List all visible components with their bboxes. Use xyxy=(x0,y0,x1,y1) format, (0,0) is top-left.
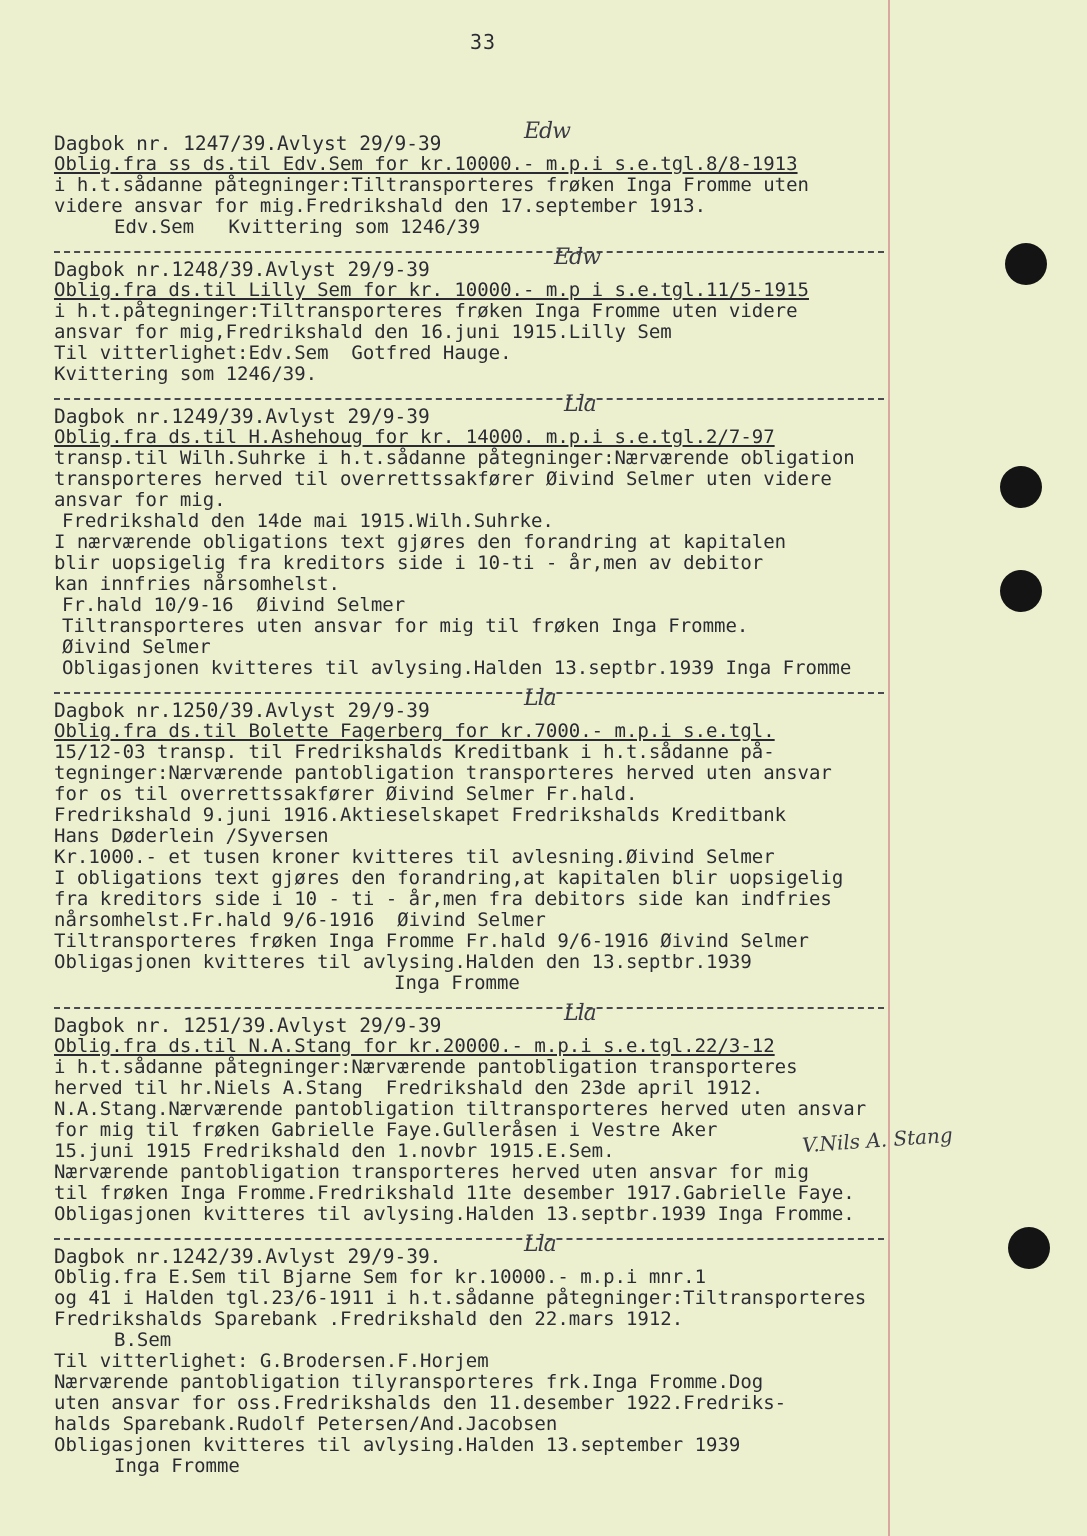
entry-line: Oblig.fra ds.til N.A.Stang for kr.20000.- m.p.i s.e.tgl.22/3-12 xyxy=(54,1035,775,1057)
entry-line: Obligasjonen kvitteres til avlysing.Halden 13.septbr.1939 Inga Fromme. xyxy=(54,1203,855,1225)
entry-line: I nærværende obligations text gjøres den forandring at kapitalen xyxy=(54,531,787,553)
entry-line: videre ansvar for mig.Fredrikshald den 17.september 1913. xyxy=(54,195,707,217)
punch-hole-4 xyxy=(1008,1227,1050,1269)
entry-line: kan innfries nårsomhelst. xyxy=(54,573,340,595)
entry-heading: Dagbok nr.1249/39.Avlyst 29/9-39 xyxy=(54,405,430,428)
entry-line: Oblig.fra ss ds.til Edv.Sem for kr.10000.- m.p.i s.e.tgl.8/8-1913 xyxy=(54,153,798,175)
entry-line: Nærværende pantobligation transporteres herved uten ansvar for mig xyxy=(54,1161,809,1183)
entry-line: ansvar for mig. xyxy=(54,489,226,511)
entry-line: I obligations text gjøres den forandring,at kapitalen blir uopsigelig xyxy=(54,867,844,889)
entry-line: B.Sem xyxy=(114,1329,172,1351)
clerk-initials: Lla xyxy=(524,686,556,711)
entry-line: Tiltransporteres frøken Inga Fromme Fr.hald 9/6-1916 Øivind Selmer xyxy=(54,930,809,952)
entry-line: herved til hr.Niels A.Stang Fredrikshald den 23de april 1912. xyxy=(54,1077,764,1099)
entry-line: i h.t.sådanne påtegninger:Tiltransporteres frøken Inga Fromme uten xyxy=(54,174,809,196)
entry-line: transp.til Wilh.Suhrke i h.t.sådanne påtegninger:Nærværende obligation xyxy=(54,447,855,469)
entry-line: Til vitterlighet:Edv.Sem Gotfred Hauge. xyxy=(54,342,512,364)
entry-line: Inga Fromme xyxy=(394,972,520,994)
entry-line: Oblig.fra E.Sem til Bjarne Sem for kr.10000.- m.p.i mnr.1 xyxy=(54,1266,707,1288)
entry-line: 15.juni 1915 Fredrikshald den 1.novbr 1915.E.Sem. xyxy=(54,1140,615,1162)
entry-line: ansvar for mig,Fredrikshald den 16.juni 1915.Lilly Sem xyxy=(54,321,672,343)
entry-heading: Dagbok nr.1242/39.Avlyst 29/9-39. xyxy=(54,1245,442,1268)
entry-line: Obligasjonen kvitteres til avlysing.Halden 13.septbr.1939 Inga Fromme xyxy=(62,657,852,679)
entry-line: Kr.1000.- et tusen kroner kvitteres til avlesning.Øivind Selmer xyxy=(54,846,775,868)
entry-line: halds Sparebank.Rudolf Petersen/And.Jacobsen xyxy=(54,1413,558,1435)
entry-line: nårsomhelst.Fr.hald 9/6-1916 Øivind Selmer xyxy=(54,909,546,931)
margin-signature: V.Nils A. Stang xyxy=(801,1122,954,1158)
entry-heading: Dagbok nr. 1251/39.Avlyst 29/9-39 xyxy=(54,1014,442,1037)
clerk-initials: Lla xyxy=(564,1001,596,1026)
entry-heading: Dagbok nr.1250/39.Avlyst 29/9-39 xyxy=(54,699,430,722)
entry-heading: Dagbok nr. 1247/39.Avlyst 29/9-39 xyxy=(54,132,442,155)
page-number: 33 xyxy=(470,30,497,54)
entry-line: i h.t.sådanne påtegninger:Nærværende pantobligation transporteres xyxy=(54,1056,798,1078)
entry-line: Obligasjonen kvitteres til avlysing.Halden den 13.septbr.1939 xyxy=(54,951,752,973)
entry-line: Tiltransporteres uten ansvar for mig til frøken Inga Fromme. xyxy=(62,615,749,637)
register-entry xyxy=(54,1001,974,1225)
register-entries xyxy=(54,119,974,1477)
punch-hole-2 xyxy=(1000,466,1042,508)
register-entry xyxy=(54,1232,974,1477)
register-entry xyxy=(54,119,974,238)
clerk-initials: Lla xyxy=(524,1232,556,1257)
entry-line: Fr.hald 10/9-16 Øivind Selmer xyxy=(62,594,406,616)
entry-line: og 41 i Halden tgl.23/6-1911 i h.t.sådanne påtegninger:Tiltransporteres xyxy=(54,1287,867,1309)
entry-line: 15/12-03 transp. til Fredrikshalds Kreditbank i h.t.sådanne på- xyxy=(54,741,775,763)
entry-separator xyxy=(54,682,884,694)
entry-line: transporteres herved til overrettssakfører Øivind Selmer uten videre xyxy=(54,468,832,490)
entry-line: Fredrikshalds Sparebank .Fredrikshald den 22.mars 1912. xyxy=(54,1308,684,1330)
punch-hole-1 xyxy=(1005,243,1047,285)
entry-separator xyxy=(54,997,884,1009)
entry-line: Kvittering som 1246/39. xyxy=(54,363,318,385)
entry-line: for os til overrettssakfører Øivind Selmer Fr.hald. xyxy=(54,783,638,805)
entry-line: i h.t.påtegninger:Tiltransporteres frøken Inga Fromme uten videre xyxy=(54,300,798,322)
entry-line: Øivind Selmer xyxy=(62,636,211,658)
entry-line: Til vitterlighet: G.Brodersen.F.Horjem xyxy=(54,1350,489,1372)
entry-line: Oblig.fra ds.til Bolette Fagerberg for kr.7000.- m.p.i s.e.tgl. xyxy=(54,720,775,742)
entry-separator xyxy=(54,1228,884,1240)
entry-heading: Dagbok nr.1248/39.Avlyst 29/9-39 xyxy=(54,258,430,281)
entry-line: til frøken Inga Fromme.Fredrikshald 11te desember 1917.Gabrielle Faye. xyxy=(54,1182,855,1204)
entry-line: Fredrikshald den 14de mai 1915.Wilh.Suhrke. xyxy=(62,510,554,532)
entry-line: Obligasjonen kvitteres til avlysing.Halden 13.september 1939 xyxy=(54,1434,741,1456)
entry-line: Oblig.fra ds.til Lilly Sem for kr. 10000.- m.p i s.e.tgl.11/5-1915 xyxy=(54,279,809,301)
entry-line: Nærværende pantobligation tilyransporteres frk.Inga Fromme.Dog xyxy=(54,1371,764,1393)
register-entry xyxy=(54,686,974,994)
punch-hole-3 xyxy=(1000,570,1042,612)
entry-line: fra kreditors side i 10 - ti - år,men fra debitors side kan indfries xyxy=(54,888,832,910)
clerk-initials: Edw xyxy=(524,119,570,144)
entry-line: for mig til frøken Gabrielle Faye.Gulleråsen i Vestre Aker xyxy=(54,1119,718,1141)
entry-line: Edv.Sem Kvittering som 1246/39 xyxy=(114,216,481,238)
entry-separator xyxy=(54,241,884,253)
entry-line: Hans Døderlein /Syversen xyxy=(54,825,329,847)
entry-line: Oblig.fra ds.til H.Ashehoug for kr. 14000. m.p.i s.e.tgl.2/7-97 xyxy=(54,426,775,448)
entry-line: N.A.Stang.Nærværende pantobligation tiltransporteres herved uten ansvar xyxy=(54,1098,867,1120)
entry-separator xyxy=(54,388,884,400)
entry-line: Inga Fromme xyxy=(114,1455,240,1477)
entry-line: tegninger:Nærværende pantobligation transporteres herved uten ansvar xyxy=(54,762,832,784)
register-entry xyxy=(54,245,974,385)
clerk-initials: Edw xyxy=(554,245,600,270)
entry-line: uten ansvar for oss.Fredrikshalds den 11.desember 1922.Fredriks- xyxy=(54,1392,787,1414)
entry-line: Fredrikshald 9.juni 1916.Aktieselskapet Fredrikshalds Kreditbank xyxy=(54,804,787,826)
entry-line: blir uopsigelig fra kreditors side i 10-ti - år,men av debitor xyxy=(54,552,764,574)
clerk-initials: Lla xyxy=(564,392,596,417)
register-entry xyxy=(54,392,974,679)
